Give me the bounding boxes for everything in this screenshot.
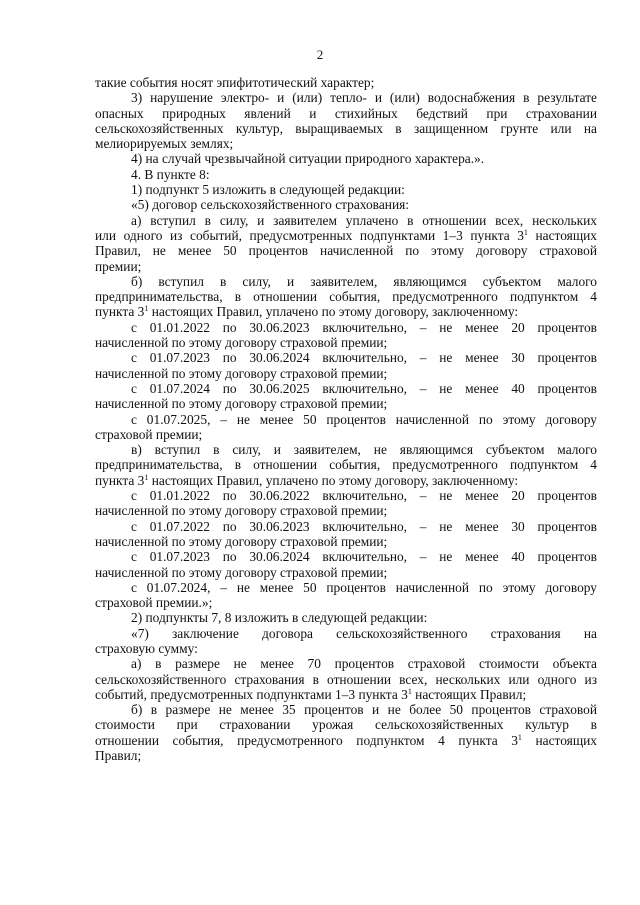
text-line: 4) на случай чрезвычайной ситуации природного характера.».	[131, 151, 485, 167]
superscript-one: 1	[523, 227, 528, 237]
text-line: в) вступил в силу, и заявителем, не являющимся субъектом малого	[131, 442, 597, 458]
text-line: предпринимательства, в отношении события, предусмотренного подпунктом 4	[95, 289, 597, 305]
text-line: премии;	[95, 258, 142, 274]
text-line: пункта $3^1$ настоящих Правил, уплачено по этому договору, заключенному:	[95, 304, 519, 320]
text-line: а) вступил в силу, и заявителем уплачено в отношении всех, нескольких	[131, 212, 597, 228]
text-line: с 01.07.2023 по 30.06.2024 включительно, – не менее 40 процентов	[131, 549, 597, 565]
text-line: начисленной по этому договору страховой премии;	[95, 503, 388, 519]
superscript-one: 1	[144, 304, 149, 314]
text-line: Правил;	[95, 748, 142, 764]
superscript-one: 1	[144, 472, 149, 482]
text-line: стоимости при страховании урожая сельскохозяйственных культур в	[95, 717, 597, 733]
text-line: Правил, не менее 50 процентов начисленной по этому договору страховой	[95, 243, 597, 259]
text-line: начисленной по этому договору страховой премии;	[95, 533, 388, 549]
text-line: 3) нарушение электро- и (или) тепло- и (или) водоснабжения в результате	[131, 90, 597, 106]
text-line: начисленной по этому договору страховой премии;	[95, 396, 388, 412]
superscript-one: 1	[517, 732, 522, 742]
text-line: «5) договор сельскохозяйственного страхования:	[131, 197, 409, 213]
text-line: событий, предусмотренных подпунктами 1–3 пункта $3^1$ настоящих Правил;	[95, 686, 527, 702]
text-line: с 01.01.2022 по 30.06.2023 включительно, – не менее 20 процентов	[131, 319, 597, 335]
text-line: опасных природных явлений и стихийных бедствий при страховании	[95, 105, 597, 121]
text-line: с 01.01.2022 по 30.06.2022 включительно, – не менее 20 процентов	[131, 488, 597, 504]
text-line: «7) заключение договора сельскохозяйственного страхования на	[131, 625, 597, 641]
text-line: б) в размере не менее 35 процентов и не более 50 процентов страховой	[131, 702, 597, 718]
text-line: с 01.07.2024 по 30.06.2025 включительно, – не менее 40 процентов	[131, 380, 597, 396]
text-line: сельскохозяйственных культур, выращиваемых в защищенном грунте или на	[95, 120, 597, 136]
text-line: страховую сумму:	[95, 640, 198, 656]
text-line: 1) подпункт 5 изложить в следующей редакции:	[131, 182, 405, 198]
text-line: страховой премии.»;	[95, 595, 213, 611]
page-number: 2	[316, 47, 324, 62]
text-line: 2) подпункты 7, 8 изложить в следующей редакции:	[131, 610, 428, 626]
text-line: пункта $3^1$ настоящих Правил, уплачено по этому договору, заключенному:	[95, 472, 519, 488]
text-line: с 01.07.2022 по 30.06.2023 включительно, – не менее 30 процентов	[131, 518, 597, 534]
text-line: с 01.07.2025, – не менее 50 процентов начисленной по этому договору	[131, 411, 597, 427]
text-line: такие события носят эпифитотический характер;	[95, 75, 375, 90]
text-line: отношении события, предусмотренного подпунктом 4 пункта $3^1$ настоящих	[95, 732, 597, 748]
text-line: б) вступил в силу, и заявителем, являющимся субъектом малого	[131, 273, 597, 289]
text-line: начисленной по этому договору страховой премии;	[95, 564, 388, 580]
text-line: или одного из событий, предусмотренных подпунктами 1–3 пункта $3^1$ настоящих	[95, 227, 597, 243]
text-line: с 01.07.2023 по 30.06.2024 включительно, – не менее 30 процентов	[131, 350, 597, 366]
text-line: начисленной по этому договору страховой премии;	[95, 335, 388, 351]
document-body	[95, 75, 597, 763]
text-line: с 01.07.2024, – не менее 50 процентов начисленной по этому договору	[131, 579, 597, 595]
text-line: начисленной по этому договору страховой премии;	[95, 365, 388, 381]
superscript-one: 1	[407, 686, 412, 696]
text-line: мелиорируемых землях;	[95, 136, 234, 152]
text-line: сельскохозяйственного страхования в отношении всех, нескольких или одного из	[95, 671, 597, 687]
text-line: предпринимательства, в отношении события, предусмотренного подпунктом 4	[95, 457, 597, 473]
text-line: страховой премии;	[95, 426, 203, 442]
text-line: 4. В пункте 8:	[131, 166, 210, 182]
text-line: а) в размере не менее 70 процентов страховой стоимости объекта	[131, 656, 597, 672]
